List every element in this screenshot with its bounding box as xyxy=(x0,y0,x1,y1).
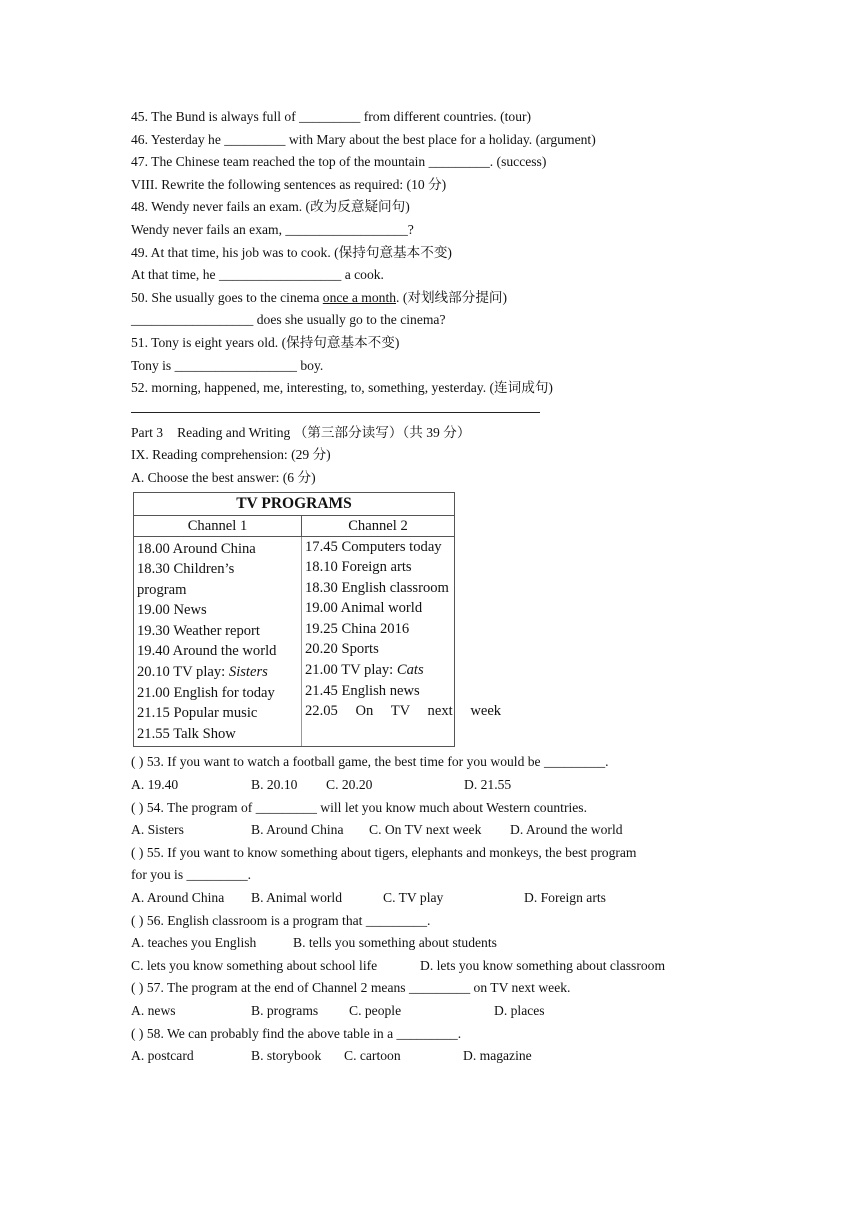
ch1-program: 18.30 Children’s xyxy=(137,561,235,578)
question-47: 47. The Chinese team reached the top of the mountain _________. (success) xyxy=(131,154,547,170)
option-a: A. postcard xyxy=(131,1048,194,1064)
question-53-options xyxy=(131,774,751,797)
ch2-program: 22.05 On TV next week xyxy=(305,703,502,720)
option-a: A. Sisters xyxy=(131,822,184,838)
channel-1-list xyxy=(134,537,302,747)
part3-title: Reading and Writing （第三部分读写）（共 39 分） xyxy=(177,424,471,440)
ch2-program: 17.45 Computers today xyxy=(305,538,442,555)
question-57-options xyxy=(131,1000,751,1023)
question-49-answer: At that time, he __________________ a cook. xyxy=(131,267,384,283)
option-a: A. teaches you English xyxy=(131,935,257,951)
question-55-continued: for you is _________. xyxy=(131,867,252,883)
question-54-options xyxy=(131,819,751,842)
section-ix-heading: IX. Reading comprehension: (29 分) xyxy=(131,447,331,463)
question-55: ( ) 55. If you want to know something about tigers, elephants and monkeys, the best program xyxy=(131,844,637,860)
question-58-options xyxy=(131,1045,751,1068)
question-54: ( ) 54. The program of _________ will let you know much about Western countries. xyxy=(131,799,587,815)
question-51: 51. Tony is eight years old. (保持句意基本不变) xyxy=(131,334,400,350)
question-56-options-cd xyxy=(131,955,751,978)
question-57: ( ) 57. The program at the end of Channel 2 means _________ on TV next week. xyxy=(131,980,571,996)
option-b: B. programs xyxy=(251,1002,319,1018)
ch2-program-time: 21.00 TV play: xyxy=(305,662,397,679)
question-56-options-ab xyxy=(131,932,751,955)
channel-2-list xyxy=(302,537,502,747)
question-49: 49. At that time, his job was to cook. (保持句意基本不变) xyxy=(131,244,452,260)
section-a-heading: A. Choose the best answer: (6 分) xyxy=(131,469,316,485)
ch1-program xyxy=(137,662,301,683)
question-51-answer: Tony is __________________ boy. xyxy=(131,357,324,373)
option-c: C. On TV next week xyxy=(369,822,482,838)
ch1-program-time: 20.10 TV play: xyxy=(137,664,229,681)
tv-programs-table xyxy=(133,492,502,748)
question-58: ( ) 58. We can probably find the above table in a _________. xyxy=(131,1025,462,1041)
question-50 xyxy=(131,287,751,310)
ch1-program: 21.55 Talk Show xyxy=(137,725,236,742)
ch2-program-italic: Cats xyxy=(396,662,424,679)
option-d: D. magazine xyxy=(463,1048,532,1064)
ch1-program-italic: Sisters xyxy=(228,664,268,681)
option-a: A. Around China xyxy=(131,890,225,905)
ch2-program: 18.10 Foreign arts xyxy=(305,559,412,576)
option-b: B. tells you something about students xyxy=(293,935,497,951)
part3-heading xyxy=(131,422,751,445)
option-c: C. 20.20 xyxy=(326,777,373,793)
option-a: A. 19.40 xyxy=(131,777,179,793)
channel-2-header: Channel 2 xyxy=(348,517,408,534)
tv-table-title: TV PROGRAMS xyxy=(134,493,454,516)
option-c: C. lets you know something about school life xyxy=(131,957,378,973)
option-d: D. lets you know something about classroom xyxy=(420,957,666,973)
channel-1-header: Channel 1 xyxy=(134,516,302,536)
question-53: ( ) 53. If you want to watch a football game, the best time for you would be _________. xyxy=(131,754,609,770)
option-d: D. 21.55 xyxy=(464,777,512,793)
ch1-program: 21.15 Popular music xyxy=(137,705,258,722)
option-d: D. Around the world xyxy=(510,822,623,838)
ch2-program: 21.45 English news xyxy=(305,682,420,699)
question-50-text: 50. She usually goes to the cinema xyxy=(131,289,323,305)
tv-table-body xyxy=(134,537,502,747)
ch1-program: program xyxy=(137,581,187,598)
option-b: B. storybook xyxy=(251,1048,322,1064)
ch2-program: 18.30 English classroom xyxy=(305,579,449,596)
ch1-program: 19.00 News xyxy=(137,602,207,619)
option-c: C. cartoon xyxy=(344,1048,401,1064)
question-45: 45. The Bund is always full of _________ from different countries. (tour) xyxy=(131,109,532,124)
question-50-answer: __________________ does she usually go to the cinema? xyxy=(131,312,446,328)
question-46: 46. Yesterday he _________ with Mary about the best place for a holiday. (argument) xyxy=(131,131,596,147)
answer-rule-52 xyxy=(131,400,751,414)
ch1-program: 18.00 Around China xyxy=(137,540,256,557)
part3-label: Part 3 xyxy=(131,424,164,440)
ch1-program: 19.40 Around the world xyxy=(137,643,277,660)
question-52: 52. morning, happened, me, interesting, to, something, yesterday. (连词成句) xyxy=(131,380,553,396)
ch1-program: 19.30 Weather report xyxy=(137,622,260,639)
tv-table-header xyxy=(134,516,454,537)
section-viii-heading: VIII. Rewrite the following sentences as required: (10 分) xyxy=(131,176,447,192)
question-48-answer: Wendy never fails an exam, __________________? xyxy=(131,221,414,237)
option-d: D. Foreign arts xyxy=(524,890,606,905)
option-d: D. places xyxy=(494,1002,545,1018)
ch2-program: 19.00 Animal world xyxy=(305,600,423,617)
question-56: ( ) 56. English classroom is a program that _________. xyxy=(131,912,431,928)
option-b: B. Around China xyxy=(251,822,344,838)
option-b: B. Animal world xyxy=(251,890,343,905)
option-a: A. news xyxy=(131,1002,176,1018)
ch2-program xyxy=(305,660,454,681)
ch1-program: 21.00 English for today xyxy=(137,684,275,701)
ch2-program: 20.20 Sports xyxy=(305,641,379,658)
option-c: C. people xyxy=(349,1002,402,1018)
question-48: 48. Wendy never fails an exam. (改为反意疑问句) xyxy=(131,199,410,215)
question-55-options xyxy=(131,887,751,910)
ch2-program: 19.25 China 2016 xyxy=(305,620,410,637)
worksheet-page xyxy=(131,106,751,1068)
question-50-underlined: once a month xyxy=(322,289,397,305)
option-c: C. TV play xyxy=(383,890,444,905)
option-b: B. 20.10 xyxy=(251,777,298,793)
question-50-instruction: . (对划线部分提问) xyxy=(396,289,508,305)
